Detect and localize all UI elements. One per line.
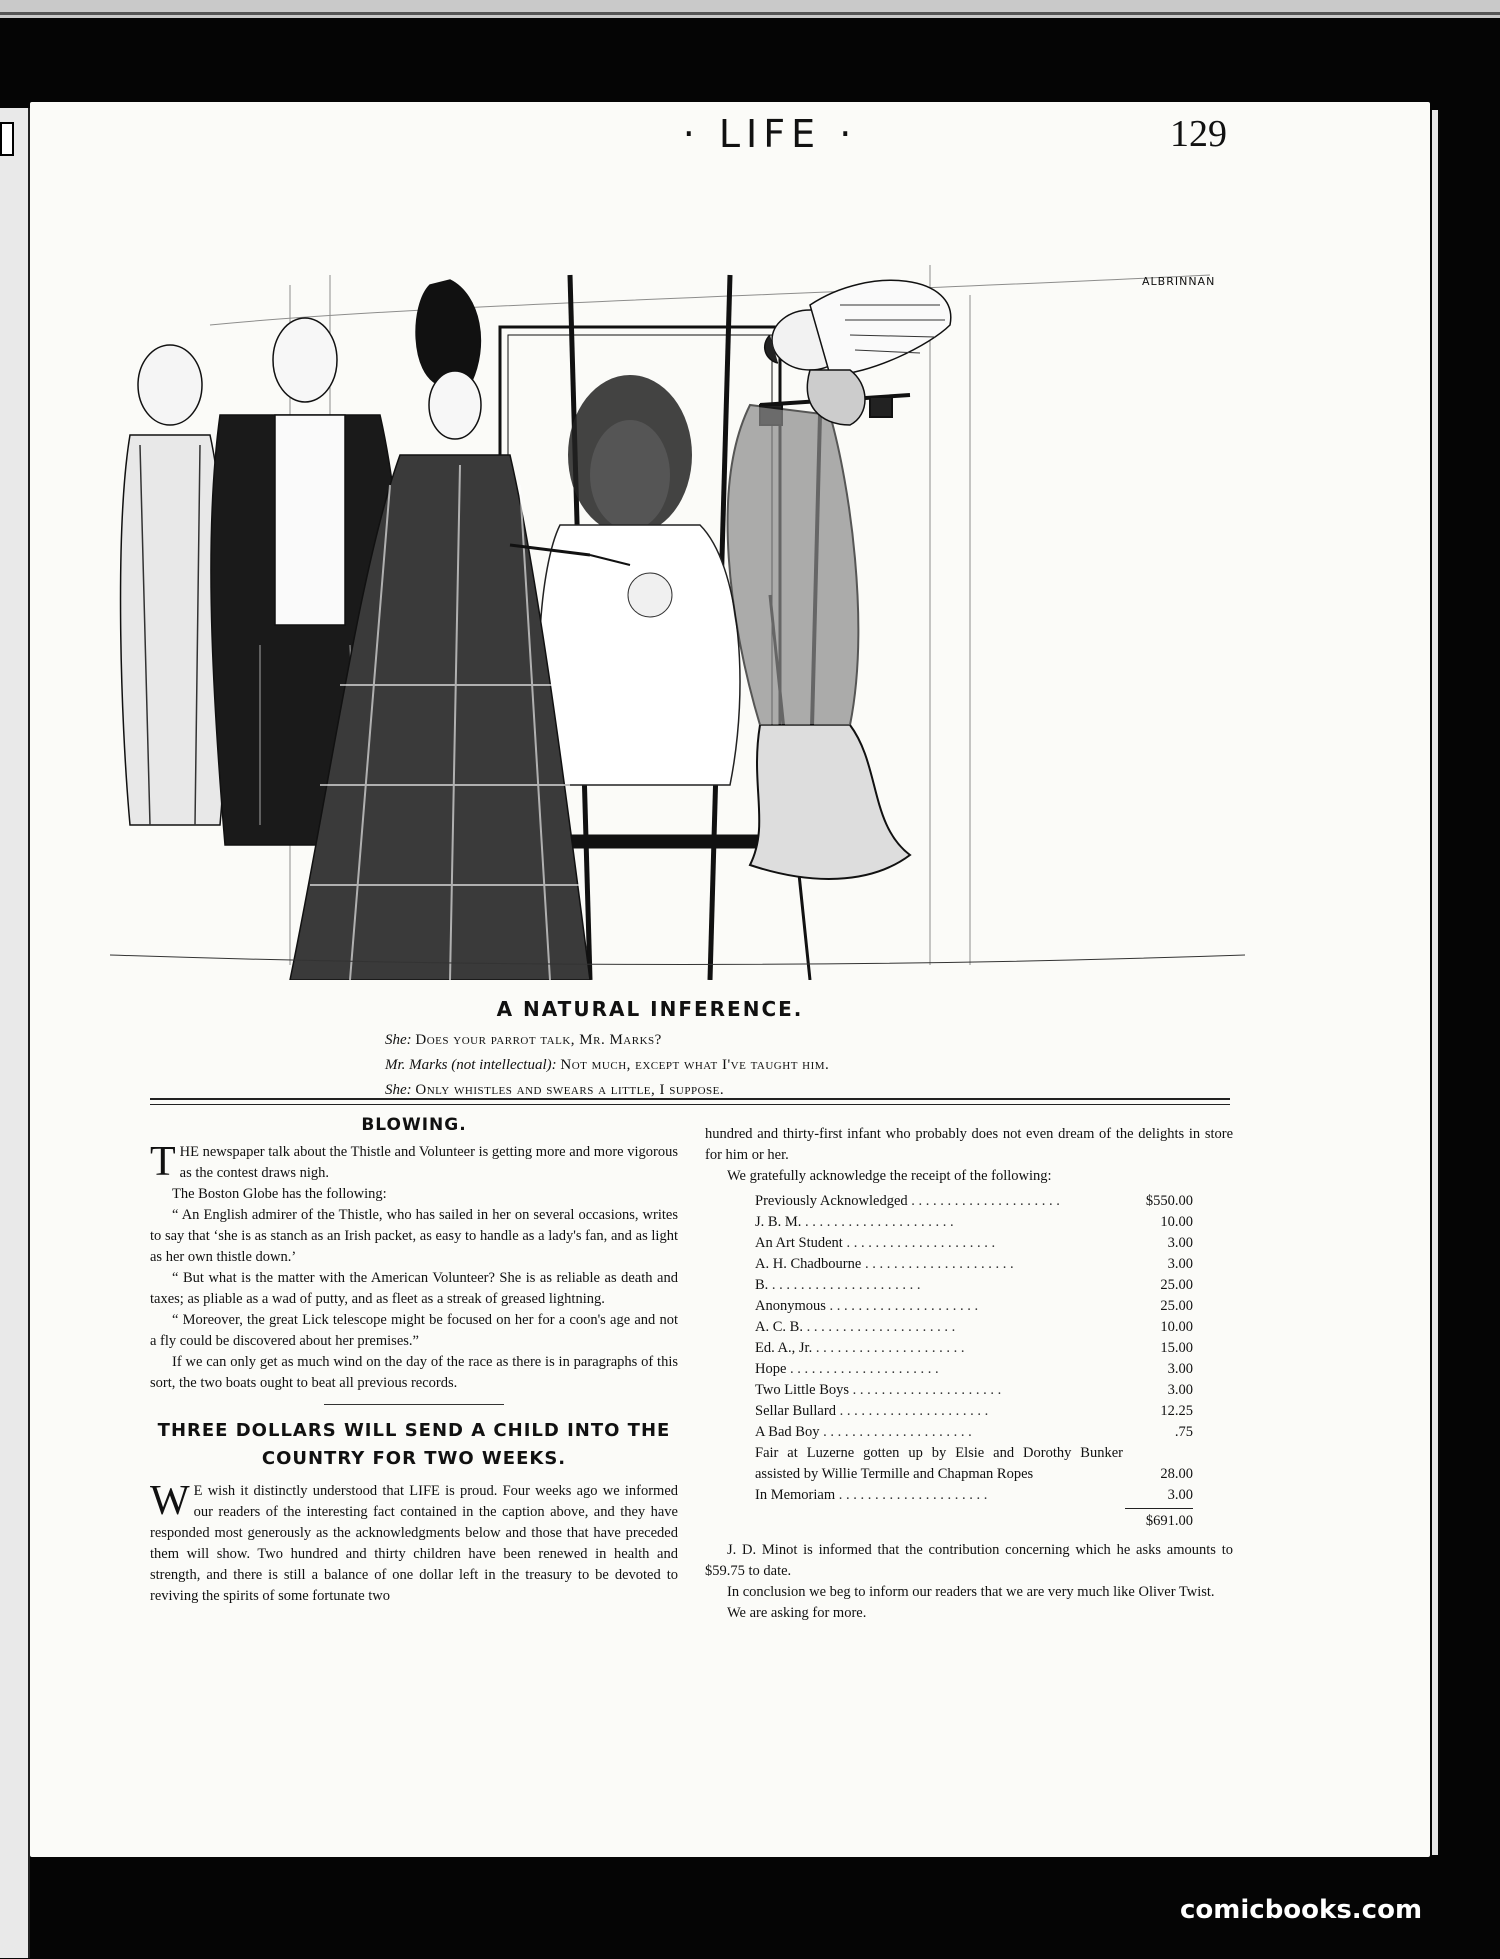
parrot-stand [728,395,910,879]
three-dollars-paragraph: W E wish it distinctly understood that LIFE is proud. Four weeks ago we informed our readers of the interesting fact contained in the caption above, and they have responded most generously as the acknowledgments below and those that have preceded them will show. Two hundred and thirty children have been renewed in health and strength, and there is still a balance of one dollar left in the treasury to be devoted to reviving the spirits of some fortunate two [150,1478,678,1604]
ledger-name: A. C. B. . . [755,1317,1123,1338]
speaker-label: She: [385,1032,412,1048]
ledger-row [755,1338,1193,1359]
total-rule [1125,1508,1193,1509]
watermark: comicbooks.com [1180,1895,1423,1925]
portrait-on-canvas [539,375,740,785]
ledger-amount: 3.00 [1167,1235,1193,1251]
ledger-row [755,1485,1193,1506]
ledger-name: J. B. M. . . [755,1212,1123,1233]
ledger-amount: 3.00 [1167,1487,1193,1503]
ledger-amount: 28.00 [1160,1466,1193,1482]
ledger-amount: 15.00 [1160,1340,1193,1356]
ledger-row [755,1296,1193,1317]
cartoon-title: A NATURAL INFERENCE. [496,997,804,1021]
ledger-amount: 3.00 [1167,1256,1193,1272]
ledger-name: Sellar Bullard . . [755,1401,1123,1422]
ledger-name: Two Little Boys . . [755,1380,1123,1401]
dialog-text: Only whistles and swears a little, I suppose. [415,1082,725,1098]
ledger-amount: 25.00 [1160,1298,1193,1314]
drop-cap: T [150,1139,176,1185]
right-column [705,1124,1233,1624]
page-edge [1432,110,1438,1855]
ledger-name: A Bad Boy . . [755,1422,1123,1443]
artist-signature: ALBRINNAN [1142,275,1216,288]
ledger-row [755,1443,1193,1485]
ledger-name: Ed. A., Jr. . . [755,1338,1123,1359]
ledger-amount: 10.00 [1160,1214,1193,1230]
speaker-label: Mr. Marks (not intellectual): [385,1057,557,1073]
dialog-text: Does your parrot talk, Mr. Marks? [415,1032,662,1048]
blowing-paragraph: THE newspaper talk about the Thistle and Volunteer is getting more and more vigorous as the contest draws nigh. [150,1139,678,1185]
ledger-name: A. H. Chadbourne . . [755,1254,1123,1275]
cartoon-dialog [385,1028,1185,1103]
blowing-paragraph: The Boston Globe has the following: [172,1186,387,1202]
more-paragraph: We are asking for more. [727,1605,867,1621]
top-scan-strip [0,0,1500,18]
continued-paragraph: hundred and thirty-first infant who probably does not even dream of the delights in store for him or her. [705,1126,1233,1163]
ledger-row [755,1275,1193,1296]
ledger-name: Anonymous . . [755,1296,1123,1317]
ledger-name: An Art Student . . [755,1233,1123,1254]
dialog-text: Not much, except what I've taught him. [560,1057,830,1073]
blowing-paragraph: “ Moreover, the great Lick telescope might be focused on her for a coon's age and not a fly could be discovered about her premises.” [150,1312,678,1349]
contributions-ledger [755,1191,1193,1532]
ledger-name: Previously Acknowledged . . [755,1191,1123,1212]
ledger-amount: 3.00 [1167,1382,1193,1398]
page-number: 129 [1170,113,1227,155]
ledger-row [755,1191,1193,1212]
ledger-name: Hope . . [755,1359,1123,1380]
blowing-paragraph: “ But what is the matter with the American Volunteer? She is as reliable as death and taxes; as pliable as a wad of putty, and as fleet as a streak of greased lightning. [150,1270,678,1307]
left-column [150,1115,678,1607]
ledger-row [755,1359,1193,1380]
left-page-edge [0,108,30,1958]
ledger-amount: 10.00 [1160,1319,1193,1335]
section-rule [150,1098,1230,1100]
blowing-paragraph: If we can only get as much wind on the day of the race as there is in paragraphs of this sort, the two boats ought to beat all previous records. [150,1354,678,1391]
cartoon-illustration [110,265,1245,980]
binding-tab [0,122,14,156]
ledger-row [755,1422,1193,1443]
ledger-amount: 25.00 [1160,1277,1193,1293]
conclusion-paragraph: In conclusion we beg to inform our readers that we are very much like Oliver Twist. [727,1584,1215,1600]
ledger-row [755,1401,1193,1422]
ledger-name: Fair at Luzerne gotten up by Elsie and Dorothy Bunker assisted by Willie Termille and Chapman Ropes [755,1445,1123,1482]
ack-intro: We gratefully acknowledge the receipt of the following: [727,1168,1052,1184]
ledger-row [755,1317,1193,1338]
ledger-name: B. . . [755,1275,1123,1296]
ledger-row [755,1254,1193,1275]
masthead: · LIFE · [682,112,858,156]
ledger-amount: 12.25 [1160,1403,1193,1419]
drop-cap: W [150,1478,190,1524]
speaker-label: She: [385,1082,412,1098]
dialog-line [385,1028,1185,1053]
ledger-row [755,1233,1193,1254]
column-divider [324,1404,504,1405]
ledger-name: In Memoriam . . [755,1485,1123,1506]
ledger-amount: 3.00 [1167,1361,1193,1377]
blowing-heading: BLOWING. [361,1115,467,1135]
minot-paragraph: J. D. Minot is informed that the contribution concerning which he asks amounts to $59.75 to date. [705,1542,1233,1579]
blowing-paragraph: “ An English admirer of the Thistle, who has sailed in her on several occasions, writes to say that ‘she is as stanch as an Irish packet, as easy to handle as a lady's fan, and as light as her own thistle down.’ [150,1207,678,1265]
ledger-amount: .75 [1174,1424,1193,1440]
three-dollars-heading: THREE DOLLARS WILL SEND A CHILD INTO THE COUNTRY FOR TWO WEEKS. [157,1420,671,1469]
ledger-row [755,1380,1193,1401]
ledger-amount: $550.00 [1145,1193,1193,1209]
dialog-line [385,1053,1185,1078]
ledger-row [755,1212,1193,1233]
section-rule [150,1104,1230,1105]
ledger-total: $691.00 [1145,1513,1193,1529]
